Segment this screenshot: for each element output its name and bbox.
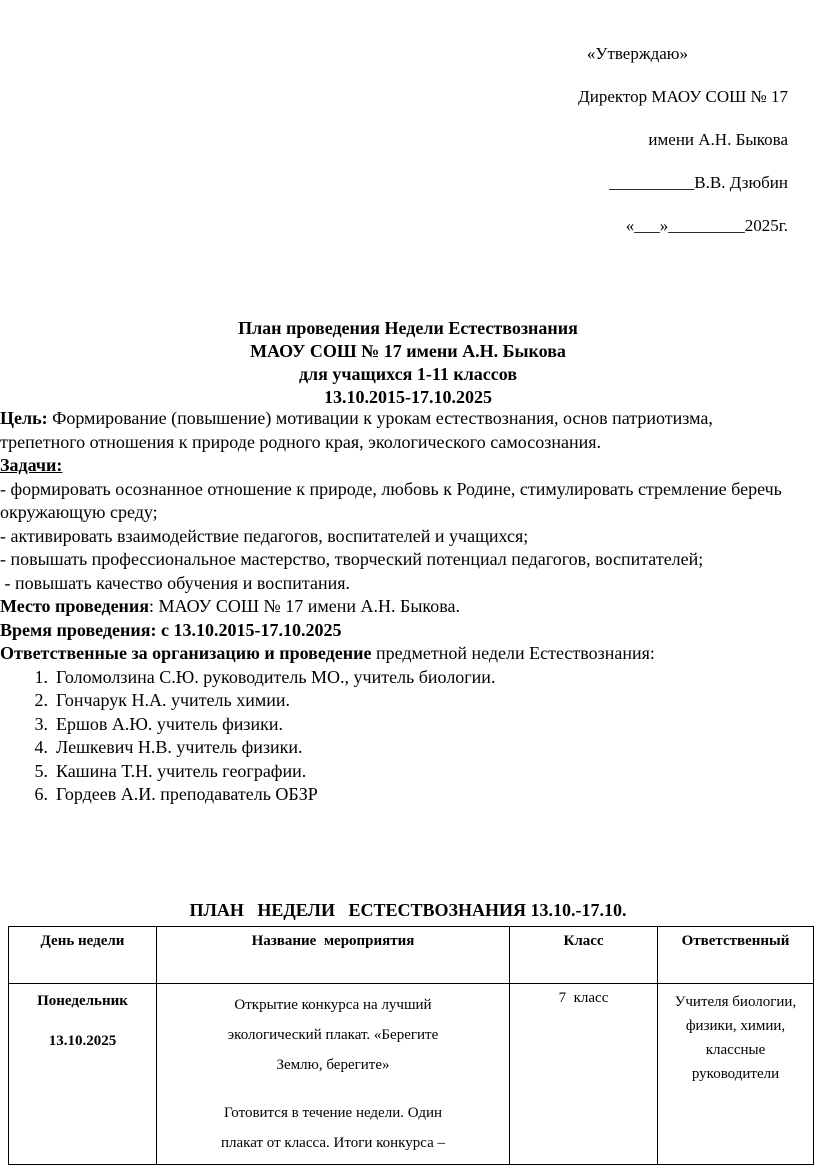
list-item [0, 713, 800, 737]
task-item: - активировать взаимодействие педагогов, воспитателей и учащихся; [0, 525, 529, 546]
list-item [0, 736, 800, 760]
goal-label: Цель: [0, 408, 48, 428]
list-text: Кашина Т.Н. учитель географии. [56, 760, 307, 781]
event-line: плакат от класса. Итоги конкурса – [221, 1135, 445, 1151]
title-line-2: МАОУ СОШ № 17 имени А.Н. Быкова [250, 341, 566, 361]
approval-signature: __________В.В. Дзюбин [609, 173, 788, 192]
tasks-label: Задачи: [0, 455, 63, 475]
list-number: 4. [34, 737, 48, 757]
goal-paragraph [0, 407, 800, 454]
task-item: - повышать качество обучения и воспитания. [0, 572, 351, 593]
list-item [0, 689, 800, 713]
plan-table [8, 926, 814, 1165]
list-text: Ершов А.Ю. учитель физики. [56, 713, 284, 734]
goal-text: Формирование (повышение) мотивации к урокам естествознания, основ патриотизма, трепетного отношения к природе родного края, экологического самосознания. [0, 408, 713, 452]
approval-school-name: имени А.Н. Быкова [648, 130, 788, 149]
list-item [0, 783, 800, 807]
event-line: экологический плакат. «Берегите [227, 1027, 439, 1043]
event-spacer [163, 1080, 503, 1098]
header-class: Класс [510, 927, 658, 984]
title-line-4: 13.10.2015-17.10.2025 [324, 387, 492, 407]
responsible-list [0, 666, 800, 807]
responsible-text: предметной недели Естествознания: [371, 643, 655, 663]
cell-class: 7 класс [510, 984, 658, 1165]
list-text: Голомолзина С.Ю. руководитель МО., учитель биологии. [56, 666, 496, 687]
list-number: 1. [34, 666, 48, 687]
list-number: 6. [34, 784, 48, 804]
document-body [0, 407, 800, 807]
approval-position: Директор МАОУ СОШ № 17 [578, 87, 788, 106]
event-line: Землю, берегите» [276, 1057, 390, 1073]
list-number: 3. [34, 713, 48, 734]
place-paragraph [0, 595, 800, 619]
list-item [0, 760, 800, 784]
responsible-paragraph [0, 642, 800, 666]
list-number: 2. [34, 690, 48, 710]
day-date: 13.10.2025 [48, 1033, 117, 1049]
cell-event [157, 984, 510, 1165]
list-text: Гончарук Н.А. учитель химии. [56, 690, 291, 710]
list-item [0, 666, 800, 690]
document-title [0, 316, 816, 408]
plan-title: ПЛАН НЕДЕЛИ ЕСТЕСТВОЗНАНИЯ 13.10.-17.10. [189, 900, 627, 920]
event-line: Готовится в течение недели. Один [223, 1105, 443, 1121]
title-line-3: для учащихся 1-11 классов [298, 364, 518, 384]
responsible-label: Ответственные за организацию и проведение [0, 643, 372, 663]
time-paragraph: Время проведения: с 13.10.2015-17.10.2025 [0, 619, 342, 640]
day-name: Понедельник [37, 993, 128, 1009]
task-item: - повышать профессиональное мастерство, творческий потенциал педагогов, воспитателей; [0, 549, 704, 569]
table-row [9, 984, 814, 1165]
task-item: - формировать осознанное отношение к природе, любовь к Родине, стимулировать стремление беречь окружающую среду; [0, 478, 782, 522]
cell-day [9, 984, 157, 1165]
cell-responsible: Учителя биологии, физики, химии, классные руководители [658, 984, 814, 1165]
list-number: 5. [34, 760, 48, 781]
list-text: Лешкевич Н.В. учитель физики. [56, 737, 303, 757]
list-text: Гордеев А.И. преподаватель ОБЗР [56, 784, 318, 804]
place-text: : МАОУ СОШ № 17 имени А.Н. Быкова. [149, 596, 461, 616]
table-header-row [9, 927, 814, 984]
header-responsible: Ответственный [658, 927, 814, 984]
approval-block [578, 44, 788, 259]
title-line-1: План проведения Недели Естествознания [238, 318, 578, 338]
header-event: Название мероприятия [157, 927, 510, 984]
approval-date: «___»_________2025г. [625, 216, 788, 235]
header-day: День недели [9, 927, 157, 984]
place-label: Место проведения [0, 596, 150, 616]
approval-heading: «Утверждаю» [586, 44, 688, 63]
event-line: Открытие конкурса на лучший [234, 997, 432, 1013]
